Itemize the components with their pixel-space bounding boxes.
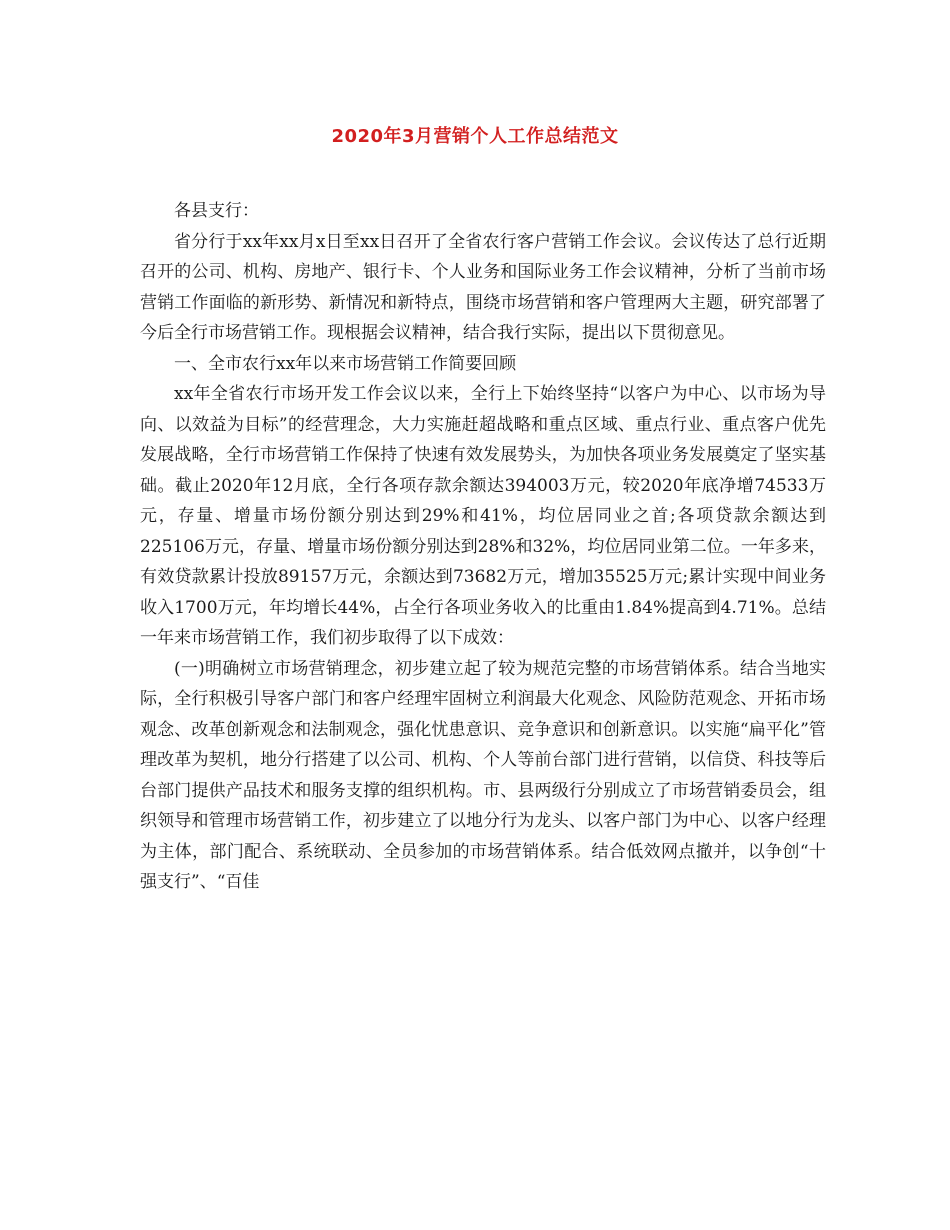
achievement-paragraph: (一)明确树立市场营销理念，初步建立起了较为规范完整的市场营销体系。结合当地实际，全行积极引导客户部门和客户经理牢固树立利润最大化观念、风险防范观念、开拓市场观念、改革创新观念和法制观念，强化忧患意识、竞争意识和创新意识。以实施“扁平化”管理改革为契机，地分行搭建了以公司、机构、个人等前台部门进行营销，以信贷、科技等后台部门提供产品技术和服务支撑的组织机构。市、县两级行分别成立了市场营销委员会，组织领导和管理市场营销工作，初步建立了以地分行为龙头、以客户部门为中心、以客户经理为主体，部门配合、系统联动、全员参加的市场营销体系。结合低效网点撤并，以争创“十强支行”、“百佳 bbox=[140, 658, 826, 892]
intro-paragraph: 省分行于xx年xx月x日至xx日召开了全省农行客户营销工作会议。会议传达了总行近期召开的公司、机构、房地产、银行卡、个人业务和国际业务工作会议精神，分析了当前市场营销工作面临的新形势、新情况和新特点，围绕市场营销和客户管理两大主题，研究部署了今后全行市场营销工作。现根据会议精神，结合我行实际，提出以下贯彻意见。 bbox=[140, 231, 826, 343]
section-heading: 一、全市农行xx年以来市场营销工作简要回顾 bbox=[174, 353, 517, 374]
document-title: 2020年3月营销个人工作总结范文 bbox=[331, 126, 619, 147]
review-paragraph: xx年全省农行市场开发工作会议以来，全行上下始终坚持“以客户为中心、以市场为导向、以效益为目标”的经营理念，大力实施赶超战略和重点区域、重点行业、重点客户优先发展战略，全行市场营销工作保持了快速有效发展势头，为加快各项业务发展奠定了坚实基础。截止2020年12月底，全行各项存款余额达394003万元，较2020年底净增74533万元，存量、增量市场份额分别达到29%和41%，均位居同业之首;各项贷款余额达到225106万元，存量、增量市场份额分别达到28%和32%，均位居同业第二位。一年多来，有效贷款累计投放89157万元，余额达到73682万元，增加35525万元;累计实现中间业务收入1700万元，年均增长44%，占全行各项业务收入的比重由1.84%提高到4.71%。总结一年来市场营销工作，我们初步取得了以下成效： bbox=[140, 384, 826, 648]
document-body bbox=[140, 196, 826, 898]
salutation-paragraph: 各县支行： bbox=[174, 201, 259, 221]
